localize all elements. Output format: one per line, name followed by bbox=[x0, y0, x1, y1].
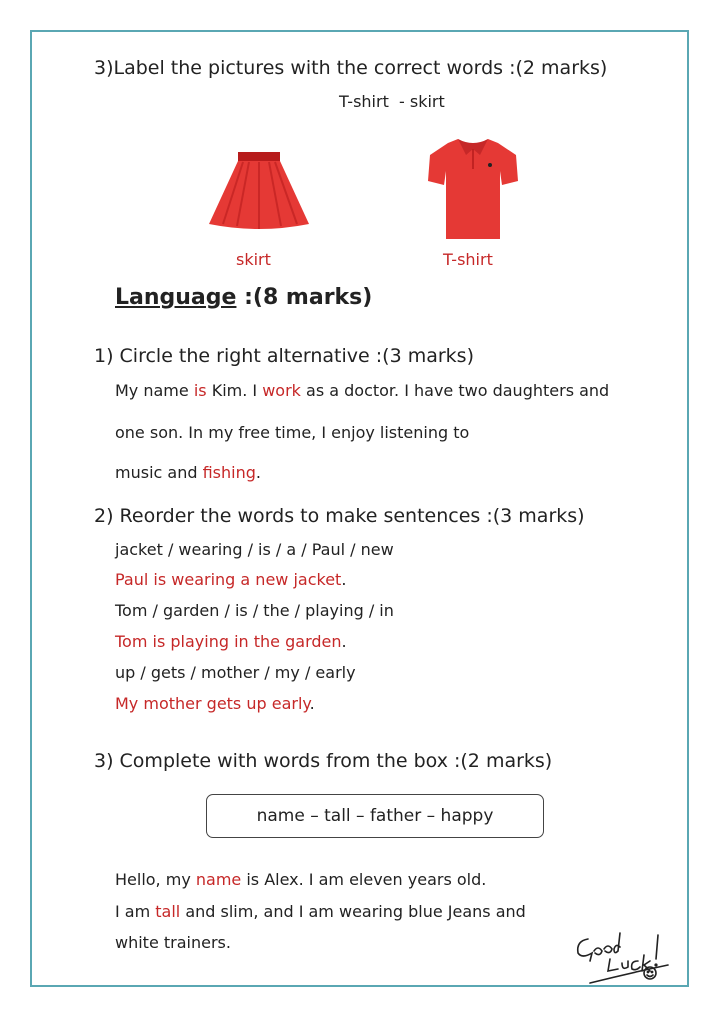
q3-line-2: I am tall and slim, and I am wearing blue Jeans and bbox=[115, 902, 526, 921]
q2-answer-2: Tom is playing in the garden. bbox=[115, 632, 347, 651]
tshirt-image bbox=[426, 135, 520, 243]
q1-line-1: My name is Kim. I work as a doctor. I have two daughters and bbox=[115, 381, 610, 400]
q3-line-3: white trainers. bbox=[115, 933, 231, 952]
q3-heading: 3) Complete with words from the box :(2 marks) bbox=[94, 750, 553, 772]
q3-line-1: Hello, my name is Alex. I am eleven years old. bbox=[115, 870, 487, 889]
skirt-image bbox=[205, 150, 313, 232]
language-title: Language bbox=[115, 285, 237, 310]
label-pictures-heading: 3)Label the pictures with the correct words :(2 marks) bbox=[94, 57, 608, 79]
q1-line-3: music and fishing. bbox=[115, 463, 261, 482]
language-marks: :(8 marks) bbox=[236, 285, 373, 310]
answer-tall: tall bbox=[155, 902, 181, 921]
answer-is: is bbox=[193, 381, 207, 400]
word-options: T-shirt - skirt bbox=[339, 92, 445, 111]
q2-prompt-1: jacket / wearing / is / a / Paul / new bbox=[115, 540, 394, 559]
q1-line-2: one son. In my free time, I enjoy listening to bbox=[115, 423, 470, 442]
q2-heading: 2) Reorder the words to make sentences :(3 marks) bbox=[94, 505, 585, 527]
answer-work: work bbox=[262, 381, 301, 400]
language-heading bbox=[115, 285, 372, 310]
q2-prompt-2: Tom / garden / is / the / playing / in bbox=[115, 601, 394, 620]
q2-prompt-3: up / gets / mother / my / early bbox=[115, 663, 356, 682]
good-luck-signature bbox=[570, 925, 674, 987]
skirt-label: skirt bbox=[236, 250, 271, 269]
word-box: name – tall – father – happy bbox=[206, 794, 544, 838]
q1-heading: 1) Circle the right alternative :(3 marks) bbox=[94, 345, 474, 367]
q2-answer-3: My mother gets up early. bbox=[115, 694, 315, 713]
answer-fishing: fishing bbox=[202, 463, 256, 482]
tshirt-label: T-shirt bbox=[443, 250, 493, 269]
q2-answer-1: Paul is wearing a new jacket. bbox=[115, 570, 347, 589]
answer-name: name bbox=[195, 870, 242, 889]
